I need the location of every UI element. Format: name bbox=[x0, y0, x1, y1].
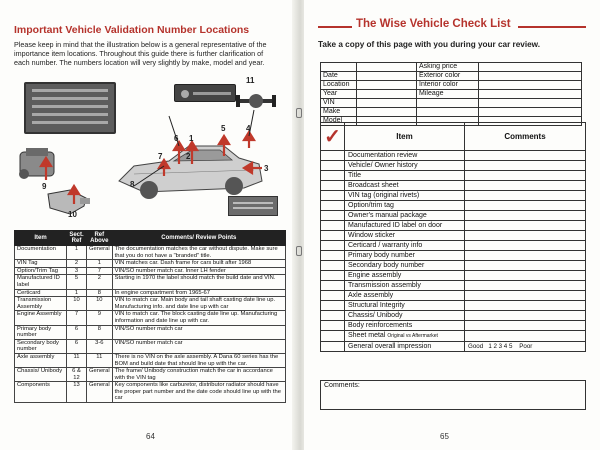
callout-5: 5 bbox=[221, 124, 226, 133]
table-row bbox=[15, 297, 286, 311]
checklist-row bbox=[321, 342, 586, 352]
row-comment: The documentation matches the car without dispute. Make sure that you do not have a "branded" title. bbox=[112, 246, 285, 260]
row-item: Engine Assembly bbox=[15, 311, 67, 325]
row-item: Manufactured ID label bbox=[15, 275, 67, 289]
right-page-number: 65 bbox=[440, 432, 449, 441]
validation-table bbox=[14, 230, 286, 403]
check-box[interactable] bbox=[321, 211, 345, 221]
table-row bbox=[15, 289, 286, 297]
comment-field[interactable] bbox=[465, 251, 586, 261]
row-ref: General bbox=[87, 382, 113, 403]
info-row bbox=[321, 90, 582, 99]
row-comment: Starting in 1970 the label should match the build date and VIN. bbox=[112, 275, 285, 289]
checklist-row bbox=[321, 211, 586, 221]
comment-field[interactable] bbox=[465, 181, 586, 191]
checklist-item: Body reinforcements bbox=[345, 321, 465, 331]
checklist-item: General overall impression bbox=[345, 342, 465, 352]
comment-field[interactable] bbox=[465, 281, 586, 291]
checklist-item: Structural Integrity bbox=[345, 301, 465, 311]
vehicle-illustration bbox=[14, 76, 276, 226]
callout-6: 6 bbox=[174, 134, 179, 143]
row-ref: 3-6 bbox=[87, 339, 113, 353]
checklist-item: Manufactured ID label on door bbox=[345, 221, 465, 231]
comment-field[interactable] bbox=[465, 321, 586, 331]
info-value-field[interactable] bbox=[357, 99, 417, 108]
check-box[interactable] bbox=[321, 251, 345, 261]
check-box[interactable] bbox=[321, 321, 345, 331]
table-row bbox=[15, 325, 286, 339]
checklist-row bbox=[321, 291, 586, 301]
info-label bbox=[321, 63, 357, 72]
row-sect: 1 bbox=[67, 246, 87, 260]
row-item: Primary body number bbox=[15, 325, 67, 339]
check-box[interactable] bbox=[321, 171, 345, 181]
check-box[interactable] bbox=[321, 331, 345, 342]
left-page-intro: Please keep in mind that the illustration below is a general representative of the importance item locations. Throughout this guide there is further clarification of each number. The numbers location will very slightly by make, model and year. bbox=[14, 40, 267, 67]
info-value-field[interactable] bbox=[357, 63, 417, 72]
row-ref: 10 bbox=[87, 297, 113, 311]
comment-field[interactable] bbox=[465, 191, 586, 201]
checklist-row bbox=[321, 251, 586, 261]
comment-field[interactable] bbox=[465, 151, 586, 161]
checklist-row bbox=[321, 321, 586, 331]
row-ref: 2 bbox=[87, 275, 113, 289]
row-sect: 3 bbox=[67, 267, 87, 275]
checklist-row bbox=[321, 171, 586, 181]
row-comment: VIN to match car. Main body and tail shaft casting date line up. Manufacturing info. and date line up with car bbox=[112, 297, 285, 311]
rating-good: Good bbox=[468, 343, 484, 350]
row-comment: In engine compartment from 1965-67 bbox=[112, 289, 285, 297]
checklist-item: Certicard / warranty info bbox=[345, 241, 465, 251]
checklist-item: Chassis/ Unibody bbox=[345, 311, 465, 321]
row-sect: 6 bbox=[67, 339, 87, 353]
info-label: Model bbox=[321, 117, 357, 126]
checklist-row bbox=[321, 201, 586, 211]
checklist-item-label: Sheet metal bbox=[348, 332, 386, 339]
checklist-row bbox=[321, 311, 586, 321]
checkmark-header bbox=[321, 123, 345, 151]
row-sect: 6 & 12 bbox=[67, 368, 87, 382]
row-comment: Key components like carburetor, distributor radiator should have the proper part number and the date code should line up with the car bbox=[112, 382, 285, 403]
checklist-item: Title bbox=[345, 171, 465, 181]
left-page-number: 64 bbox=[146, 432, 155, 441]
callout-8: 8 bbox=[130, 180, 135, 189]
callout-arrows bbox=[14, 76, 276, 226]
header-item: Item bbox=[15, 231, 67, 246]
table-header-row bbox=[15, 231, 286, 246]
callout-11: 11 bbox=[246, 76, 255, 85]
callout-3: 3 bbox=[264, 164, 269, 173]
table-row bbox=[15, 275, 286, 289]
check-box[interactable] bbox=[321, 231, 345, 241]
checklist-item: Primary body number bbox=[345, 251, 465, 261]
comment-field[interactable] bbox=[465, 301, 586, 311]
rating-cell[interactable] bbox=[465, 342, 586, 352]
callout-1: 1 bbox=[189, 134, 194, 143]
info-label bbox=[417, 108, 479, 117]
callout-10: 10 bbox=[68, 210, 77, 219]
info-value-field[interactable] bbox=[479, 81, 582, 90]
info-label: VIN bbox=[321, 99, 357, 108]
info-value-field[interactable] bbox=[357, 72, 417, 81]
sheet-metal-note: Original vs Aftermarket bbox=[387, 333, 438, 339]
checkmark-icon: ✓ bbox=[324, 125, 341, 148]
row-ref: General bbox=[87, 368, 113, 382]
checklist-row bbox=[321, 261, 586, 271]
info-label: Date bbox=[321, 72, 357, 81]
comment-field[interactable] bbox=[465, 311, 586, 321]
row-comment: VIN/SO number match car bbox=[112, 325, 285, 339]
row-item: Documentation bbox=[15, 246, 67, 260]
row-sect: 2 bbox=[67, 260, 87, 268]
row-item: VIN Tag bbox=[15, 260, 67, 268]
comment-field[interactable] bbox=[465, 211, 586, 221]
info-value-field[interactable] bbox=[479, 63, 582, 72]
callout-2: 2 bbox=[186, 152, 191, 161]
row-sect: 10 bbox=[67, 297, 87, 311]
row-item: Secondary body number bbox=[15, 339, 67, 353]
checklist-title: The Wise Vehicle Check List bbox=[356, 18, 511, 30]
header-ref-above: Ref Above bbox=[87, 231, 113, 246]
table-row bbox=[15, 382, 286, 403]
info-value-field[interactable] bbox=[357, 108, 417, 117]
check-box[interactable] bbox=[321, 161, 345, 171]
row-ref: 8 bbox=[87, 325, 113, 339]
checklist-item: Vehicle/ Owner history bbox=[345, 161, 465, 171]
info-label: Make bbox=[321, 108, 357, 117]
header-sect-ref: Sect. Ref bbox=[67, 231, 87, 246]
row-sect: 1 bbox=[67, 289, 87, 297]
checklist-row bbox=[321, 221, 586, 231]
checklist-row bbox=[321, 281, 586, 291]
check-box[interactable] bbox=[321, 342, 345, 352]
info-label: Mileage bbox=[417, 90, 479, 99]
info-label: Year bbox=[321, 90, 357, 99]
info-label bbox=[417, 99, 479, 108]
binding-mark bbox=[296, 246, 302, 256]
row-ref: 8 bbox=[87, 289, 113, 297]
table-row bbox=[15, 368, 286, 382]
checklist-item: Transmission assembly bbox=[345, 281, 465, 291]
row-ref: 7 bbox=[87, 267, 113, 275]
info-row bbox=[321, 108, 582, 117]
checklist-header-item: Item bbox=[345, 123, 465, 151]
info-label: Exterior color bbox=[417, 72, 479, 81]
checklist-item: Broadcast sheet bbox=[345, 181, 465, 191]
comment-field[interactable] bbox=[465, 221, 586, 231]
checklist-row bbox=[321, 191, 586, 201]
comment-field[interactable] bbox=[465, 201, 586, 211]
row-item: Transmission Assembly bbox=[15, 297, 67, 311]
comment-field[interactable] bbox=[465, 291, 586, 301]
table-row bbox=[15, 246, 286, 260]
check-box[interactable] bbox=[321, 301, 345, 311]
row-comment: The frame/ Unibody construction match the car in accordance with the VIN tag bbox=[112, 368, 285, 382]
info-value-field[interactable] bbox=[357, 90, 417, 99]
row-sect: 7 bbox=[67, 311, 87, 325]
checklist-row bbox=[321, 231, 586, 241]
comment-field[interactable] bbox=[465, 261, 586, 271]
info-label: Interior color bbox=[417, 81, 479, 90]
table-row bbox=[15, 353, 286, 367]
comment-field[interactable] bbox=[465, 161, 586, 171]
info-value-field[interactable] bbox=[357, 81, 417, 90]
row-comment: VIN matches car. Dash frame for cars built after 1968 bbox=[112, 260, 285, 268]
comments-label: Comments: bbox=[324, 382, 360, 389]
checklist-table bbox=[320, 122, 586, 352]
checklist-row bbox=[321, 161, 586, 171]
checklist-item: Axle assembly bbox=[345, 291, 465, 301]
checklist-row bbox=[321, 301, 586, 311]
row-ref: General bbox=[87, 246, 113, 260]
checklist-row bbox=[321, 181, 586, 191]
check-box[interactable] bbox=[321, 201, 345, 211]
checklist-item: Secondary body number bbox=[345, 261, 465, 271]
info-value-field[interactable] bbox=[479, 108, 582, 117]
checklist-item bbox=[345, 331, 465, 342]
checklist-row bbox=[321, 241, 586, 251]
table-row bbox=[15, 267, 286, 275]
row-comment: VIN/SO number match car. Inner LH fender bbox=[112, 267, 285, 275]
check-box[interactable] bbox=[321, 151, 345, 161]
vehicle-info-table bbox=[320, 62, 582, 126]
title-rule-right bbox=[518, 26, 586, 28]
row-sect: 6 bbox=[67, 325, 87, 339]
rating-scale: 1 2 3 4 5 bbox=[488, 343, 513, 350]
comment-field[interactable] bbox=[465, 331, 586, 342]
row-comment: There is no VIN on the axle assembly. A Dana 60 series has the BOM and build date that should line up with the car. bbox=[112, 353, 285, 367]
row-item: Axle assembly bbox=[15, 353, 67, 367]
row-item: Option/Trim Tag bbox=[15, 267, 67, 275]
comment-field[interactable] bbox=[465, 241, 586, 251]
table-row bbox=[15, 339, 286, 353]
row-sect: 11 bbox=[67, 353, 87, 367]
info-value-field[interactable] bbox=[479, 90, 582, 99]
checklist-item: Option/trim tag bbox=[345, 201, 465, 211]
info-row bbox=[321, 72, 582, 81]
checklist-item: Owner's manual package bbox=[345, 211, 465, 221]
info-label: Location bbox=[321, 81, 357, 90]
check-box[interactable] bbox=[321, 311, 345, 321]
callout-7: 7 bbox=[158, 152, 163, 161]
info-row bbox=[321, 81, 582, 90]
title-rule-left bbox=[318, 26, 352, 28]
comment-field[interactable] bbox=[465, 271, 586, 281]
comment-field[interactable] bbox=[465, 171, 586, 181]
left-page-title: Important Vehicle Validation Number Locations bbox=[14, 24, 250, 36]
row-item: Chassis/ Unibody bbox=[15, 368, 67, 382]
info-label: Asking price bbox=[417, 63, 479, 72]
checklist-row bbox=[321, 151, 586, 161]
checklist-row bbox=[321, 271, 586, 281]
info-row bbox=[321, 99, 582, 108]
checklist-item: Engine assembly bbox=[345, 271, 465, 281]
callout-9: 9 bbox=[42, 182, 47, 191]
table-row bbox=[15, 311, 286, 325]
info-value-field[interactable] bbox=[479, 72, 582, 81]
check-box[interactable] bbox=[321, 261, 345, 271]
info-row bbox=[321, 63, 582, 72]
checklist-header-comments: Comments bbox=[465, 123, 586, 151]
row-comment: VIN to match car. The block casting date line up. Manufacturing information and date line up with car. bbox=[112, 311, 285, 325]
row-ref: 1 bbox=[87, 260, 113, 268]
header-comments: Comments/ Review Points bbox=[112, 231, 285, 246]
row-comment: VIN/SO number match car bbox=[112, 339, 285, 353]
check-box[interactable] bbox=[321, 271, 345, 281]
comments-box[interactable] bbox=[320, 380, 586, 410]
row-item: Components bbox=[15, 382, 67, 403]
rating-poor: Poor bbox=[519, 343, 533, 350]
checklist-subtitle: Take a copy of this page with you during your car review. bbox=[318, 40, 541, 49]
checklist-item: VIN tag (original rivets) bbox=[345, 191, 465, 201]
check-box[interactable] bbox=[321, 181, 345, 191]
row-sect: 13 bbox=[67, 382, 87, 403]
comment-field[interactable] bbox=[465, 231, 586, 241]
checklist-item: Window sticker bbox=[345, 231, 465, 241]
check-box[interactable] bbox=[321, 191, 345, 201]
check-box[interactable] bbox=[321, 221, 345, 231]
row-ref: 11 bbox=[87, 353, 113, 367]
info-value-field[interactable] bbox=[479, 99, 582, 108]
row-sect: 5 bbox=[67, 275, 87, 289]
checklist-item: Documentation review bbox=[345, 151, 465, 161]
check-box[interactable] bbox=[321, 241, 345, 251]
callout-4: 4 bbox=[246, 124, 251, 133]
binding-mark bbox=[296, 108, 302, 118]
row-ref: 9 bbox=[87, 311, 113, 325]
check-box[interactable] bbox=[321, 291, 345, 301]
checklist-row bbox=[321, 331, 586, 342]
checklist-header-row bbox=[321, 123, 586, 151]
table-row bbox=[15, 260, 286, 268]
check-box[interactable] bbox=[321, 281, 345, 291]
row-item: Certicard bbox=[15, 289, 67, 297]
